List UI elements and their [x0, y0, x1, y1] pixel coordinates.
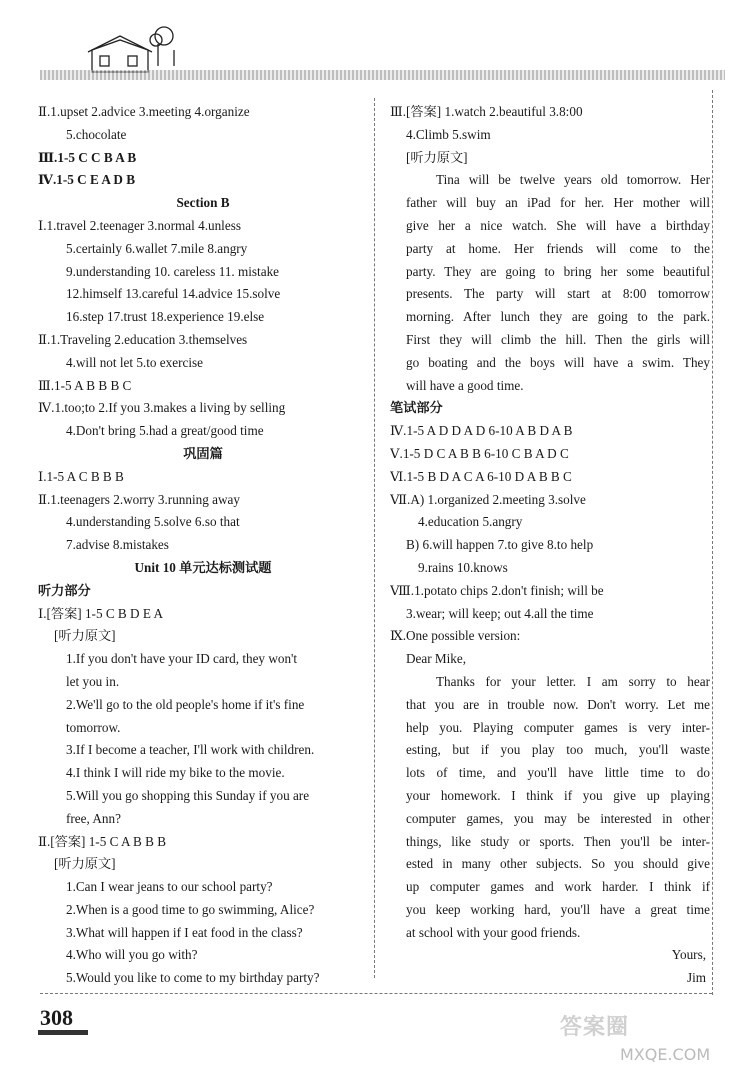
text-line: Ⅱ.1.teenagers 2.worry 3.running away [38, 491, 240, 507]
frame-right-border [712, 90, 713, 995]
text-line: morning. After lunch they are going to the park. [406, 309, 710, 325]
text-line: 3.What will happen if I eat food in the class? [66, 924, 303, 940]
text-line: Ⅲ.1-5 C C B A B [38, 149, 137, 165]
text-line: free, Ann? [66, 810, 121, 826]
text-line: Ⅰ.1-5 A C B B B [38, 468, 124, 484]
text-line: Unit 10 单元达标测试题 [134, 559, 272, 575]
text-line: lots of time, and you'll have little time to do [406, 765, 710, 781]
text-line: party. They are going to bring her some beautiful [406, 263, 710, 279]
watermark-logo: 答案圈 [560, 1015, 630, 1040]
text-line: tomorrow. [66, 719, 121, 735]
text-line: Ⅰ.1.travel 2.teenager 3.normal 4.unless [38, 217, 241, 233]
text-line: 3.wear; will keep; out 4.all the time [406, 605, 594, 621]
text-line: 5.Will you go shopping this Sunday if you are [66, 787, 310, 803]
text-line: Tina will be twelve years old tomorrow. Her [436, 172, 710, 188]
text-line: 9.rains 10.knows [418, 559, 508, 575]
text-line: ested in many other subjects. So you should give [406, 856, 710, 872]
text-line: Ⅵ.1-5 B D A C A 6-10 D A B B C [390, 468, 572, 484]
right-column [390, 101, 710, 990]
text-line: 4.understanding 5.solve 6.so that [66, 514, 240, 530]
text-line: Ⅷ.1.potato chips 2.don't finish; will be [390, 582, 604, 598]
text-line: 4.will not let 5.to exercise [66, 354, 203, 370]
text-line: 听力部分 [38, 582, 91, 598]
text-line: Ⅱ.1.Traveling 2.education 3.themselves [38, 331, 248, 347]
text-line: 5.Would you like to come to my birthday party? [66, 970, 320, 986]
text-line: Ⅳ.1-5 C E A D B [38, 172, 136, 188]
text-line: will have a good time. [406, 377, 524, 393]
text-line: 16.step 17.trust 18.experience 19.else [66, 309, 265, 325]
text-line: help you. Playing computer games is very inter- [406, 719, 710, 735]
text-line: your homework. I think if you give up playing [406, 787, 710, 803]
page-number: 308 [40, 1005, 73, 1030]
text-line: go boating and the boys will have a swim. They [406, 354, 710, 370]
text-line: you keep working hard, you'll have a great time [406, 901, 710, 917]
text-line: Ⅸ.One possible version: [390, 628, 521, 644]
text-line: esting, but if you play too much, you'll waste [406, 742, 710, 758]
watermark-url: MXQE.COM [620, 1045, 711, 1064]
text-line: Yours, [671, 947, 706, 963]
text-line: Jim [686, 970, 706, 986]
text-line: computer games, you may be interested in other [406, 810, 710, 826]
left-column [38, 101, 368, 990]
text-line: things, like study or sports. Then you'll be inter- [406, 833, 710, 849]
text-line: 1.Can I wear jeans to our school party? [66, 879, 273, 895]
page-header-decoration [0, 0, 750, 95]
text-line: 12.himself 13.careful 14.advice 15.solve [66, 286, 281, 302]
text-line: 2.When is a good time to go swimming, Alice? [66, 901, 315, 917]
text-line: Ⅲ.1-5 A B B B C [38, 377, 132, 393]
text-line: let you in. [66, 673, 120, 689]
text-line: Ⅴ.1-5 D C A B B 6-10 C B A D C [390, 445, 569, 461]
text-line: father will buy an iPad for her. Her mother will [406, 195, 710, 211]
text-line: B) 6.will happen 7.to give 8.to help [406, 537, 594, 553]
text-line: 1.If you don't have your ID card, they won't [66, 651, 298, 667]
header-stripe [40, 70, 725, 80]
text-line: Thanks for your letter. I am sorry to hear [436, 673, 710, 689]
text-line: Ⅳ.1-5 A D D A D 6-10 A B D A B [390, 423, 573, 439]
text-line: 巩固篇 [183, 445, 223, 461]
text-line: give her a nice watch. She will have a birthday [406, 217, 710, 233]
text-line: 5.chocolate [66, 126, 127, 142]
text-line: [听力原文] [406, 149, 468, 165]
text-line: Ⅱ.[答案] 1-5 C A B B B [38, 833, 167, 849]
text-line: party at home. Her friends will come to the [406, 240, 710, 256]
text-line: that you are in trouble now. Don't worry. Let me [406, 696, 710, 712]
text-line: at school with your good friends. [406, 924, 581, 940]
text-line: 5.certainly 6.wallet 7.mile 8.angry [66, 240, 248, 256]
text-line: up computer games and work harder. I think if [406, 879, 710, 895]
page-number-underline [38, 1030, 88, 1035]
text-line: 7.advise 8.mistakes [66, 537, 169, 553]
text-line: 4.Don't bring 5.had a great/good time [66, 423, 264, 439]
text-line: Ⅰ.[答案] 1-5 C B D E A [38, 605, 163, 621]
text-line: Dear Mike, [406, 651, 467, 667]
text-line: [听力原文] [54, 628, 116, 644]
text-line: 2.We'll go to the old people's home if it's fine [66, 696, 305, 712]
text-line: presents. The party will start at 8:00 tomorrow [406, 286, 710, 302]
text-line: 笔试部分 [390, 400, 443, 416]
text-line: Ⅱ.1.upset 2.advice 3.meeting 4.organize [38, 104, 250, 119]
text-line: Section B [176, 195, 230, 211]
text-line: 4.Climb 5.swim [406, 126, 491, 142]
text-line: Ⅶ.A) 1.organized 2.meeting 3.solve [390, 491, 586, 507]
text-line: First they will climb the hill. Then the girls will [406, 331, 710, 347]
text-line: [听力原文] [54, 856, 116, 872]
text-line: 4.Who will you go with? [66, 947, 198, 963]
text-line: 4.I think I will ride my bike to the movie. [66, 765, 285, 781]
text-line: 3.If I become a teacher, I'll work with children. [66, 742, 315, 758]
text-line: 4.education 5.angry [418, 514, 523, 530]
text-line: 9.understanding 10. careless 11. mistake [66, 263, 280, 279]
column-divider [374, 98, 375, 978]
frame-bottom-border [40, 993, 712, 994]
text-line: Ⅳ.1.too;to 2.If you 3.makes a living by selling [38, 400, 286, 416]
text-line: Ⅲ.[答案] 1.watch 2.beautiful 3.8:00 [390, 104, 583, 119]
